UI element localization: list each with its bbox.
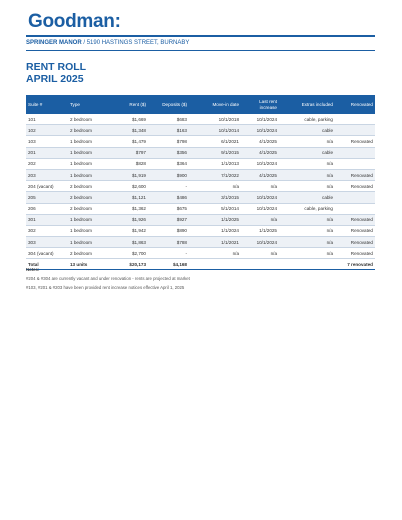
total-label: Total	[26, 259, 68, 270]
cell-deposits: $675	[148, 203, 189, 214]
cell-move-in: 6/1/2021	[189, 136, 241, 147]
cell-suite: 205	[26, 192, 68, 203]
table-row	[26, 248, 375, 259]
cell-type: 1 bedroom	[68, 214, 114, 225]
col-header-extras: Extras included	[279, 95, 335, 114]
cell-deposits: $798	[148, 136, 189, 147]
cell-extras: cable	[279, 125, 335, 136]
cell-extras: cable, parking	[279, 203, 335, 214]
cell-deposits: $356	[148, 147, 189, 158]
cell-renovated: Renovated	[335, 237, 375, 248]
table-body	[26, 114, 375, 259]
note-line: #103, #201 & #203 have been provided rent increase notices effective April 1, 2025	[26, 285, 185, 290]
table-row	[26, 237, 375, 248]
table-row	[26, 147, 375, 158]
cell-suite: 204 (vacant)	[26, 181, 68, 192]
cell-last-increase: 10/1/2024	[241, 192, 279, 203]
cell-last-increase: 1/1/2025	[241, 225, 279, 236]
cell-type: 1 bedroom	[68, 136, 114, 147]
address-rule	[26, 50, 375, 51]
cell-rent: $1,479	[114, 136, 148, 147]
table-row	[26, 214, 375, 225]
cell-rent: $1,863	[114, 237, 148, 248]
col-header-last-increase: Last rent increase	[241, 95, 279, 114]
table-row	[26, 225, 375, 236]
report-period: APRIL 2025	[26, 73, 84, 85]
cell-renovated	[335, 125, 375, 136]
cell-suite: 202	[26, 158, 68, 169]
total-rent: $20,173	[114, 259, 148, 270]
notes-section	[26, 265, 375, 292]
cell-deposits: $890	[148, 225, 189, 236]
cell-rent: $1,362	[114, 203, 148, 214]
cell-renovated	[335, 158, 375, 169]
table-row	[26, 114, 375, 125]
cell-type: 2 bedroom	[68, 203, 114, 214]
cell-move-in: 1/1/2021	[189, 237, 241, 248]
cell-last-increase: 4/1/2025	[241, 147, 279, 158]
cell-extras: cable, parking	[279, 114, 335, 125]
cell-renovated	[335, 203, 375, 214]
cell-type: 1 bedroom	[68, 225, 114, 236]
cell-renovated: Renovated	[335, 214, 375, 225]
cell-type: 1 bedroom	[68, 169, 114, 180]
address-separator: /	[81, 40, 87, 46]
table-row	[26, 192, 375, 203]
property-name: SPRINGER MANOR	[26, 40, 82, 46]
cell-deposits: -	[148, 181, 189, 192]
cell-suite: 302	[26, 225, 68, 236]
cell-suite: 303	[26, 237, 68, 248]
cell-renovated	[335, 192, 375, 203]
cell-extras: n/a	[279, 214, 335, 225]
cell-move-in: 1/1/2024	[189, 225, 241, 236]
property-address: 5190 HASTINGS STREET, BURNABY	[86, 40, 190, 46]
cell-renovated: Renovated	[335, 248, 375, 259]
cell-type: 1 bedroom	[68, 158, 114, 169]
cell-type: 1 bedroom	[68, 147, 114, 158]
table-row	[26, 125, 375, 136]
col-header-type: Type	[68, 95, 114, 114]
cell-extras: n/a	[279, 158, 335, 169]
cell-rent: $2,600	[114, 181, 148, 192]
cell-extras: n/a	[279, 181, 335, 192]
cell-extras: n/a	[279, 169, 335, 180]
cell-deposits: $163	[148, 125, 189, 136]
cell-deposits: -	[148, 248, 189, 259]
cell-suite: 203	[26, 169, 68, 180]
cell-last-increase: 10/1/2024	[241, 114, 279, 125]
table-row	[26, 181, 375, 192]
cell-renovated: Renovated	[335, 181, 375, 192]
cell-last-increase: 10/1/2024	[241, 158, 279, 169]
cell-move-in: 10/1/2018	[189, 114, 241, 125]
cell-last-increase: n/a	[241, 181, 279, 192]
cell-extras: n/a	[279, 136, 335, 147]
cell-rent: $1,669	[114, 114, 148, 125]
cell-renovated	[335, 147, 375, 158]
cell-suite: 101	[26, 114, 68, 125]
cell-move-in: n/a	[189, 248, 241, 259]
cell-move-in: 1/1/2025	[189, 214, 241, 225]
note-line: #204 & #304 are currently vacant and under renovation - rents are projected at market	[26, 276, 190, 281]
cell-renovated	[335, 114, 375, 125]
total-renovated: 7 renovated	[335, 259, 375, 270]
cell-rent: $1,942	[114, 225, 148, 236]
cell-move-in: 10/1/2014	[189, 125, 241, 136]
cell-type: 2 bedroom	[68, 248, 114, 259]
cell-rent: $797	[114, 147, 148, 158]
cell-move-in: n/a	[189, 181, 241, 192]
cell-type: 1 bedroom	[68, 237, 114, 248]
cell-rent: $828	[114, 158, 148, 169]
cell-suite: 206	[26, 203, 68, 214]
cell-suite: 102	[26, 125, 68, 136]
property-address-line	[26, 40, 189, 46]
cell-type: 2 bedroom	[68, 125, 114, 136]
cell-type: 2 bedroom	[68, 114, 114, 125]
cell-rent: $2,700	[114, 248, 148, 259]
cell-rent: $1,919	[114, 169, 148, 180]
cell-extras: cable	[279, 147, 335, 158]
cell-last-increase: 10/1/2024	[241, 237, 279, 248]
cell-last-increase: 4/1/2025	[241, 136, 279, 147]
total-units: 13 units	[68, 259, 114, 270]
cell-suite: 301	[26, 214, 68, 225]
cell-move-in: 3/1/2015	[189, 192, 241, 203]
table-row	[26, 203, 375, 214]
total-deposits: $4,168	[148, 259, 189, 270]
cell-last-increase: 10/1/2024	[241, 125, 279, 136]
cell-renovated: Renovated	[335, 169, 375, 180]
cell-deposits: $486	[148, 192, 189, 203]
report-title: RENT ROLL	[26, 61, 87, 73]
col-header-move-in: Move-in date	[189, 95, 241, 114]
cell-move-in: 9/1/2015	[189, 147, 241, 158]
company-logo: Goodman:	[28, 11, 121, 32]
cell-suite: 201	[26, 147, 68, 158]
cell-deposits: $900	[148, 169, 189, 180]
cell-type: 2 bedroom	[68, 181, 114, 192]
table-header-row	[26, 95, 375, 114]
cell-last-increase: 10/1/2024	[241, 203, 279, 214]
cell-deposits: $683	[148, 114, 189, 125]
cell-extras: n/a	[279, 248, 335, 259]
header-rule	[26, 35, 375, 37]
cell-rent: $1,926	[114, 214, 148, 225]
cell-extras: n/a	[279, 225, 335, 236]
col-header-suite: Suite #	[26, 95, 68, 114]
col-header-deposits: Deposits ($)	[148, 95, 189, 114]
col-header-renovated: Renovated	[335, 95, 375, 114]
cell-deposits: $364	[148, 158, 189, 169]
notes-heading: Notes:	[26, 267, 40, 272]
table-row	[26, 136, 375, 147]
cell-type: 2 bedroom	[68, 192, 114, 203]
cell-renovated: Renovated	[335, 225, 375, 236]
cell-extras: n/a	[279, 237, 335, 248]
cell-last-increase: 4/1/2025	[241, 169, 279, 180]
cell-rent: $1,348	[114, 125, 148, 136]
cell-last-increase: n/a	[241, 248, 279, 259]
cell-suite: 304 (vacant)	[26, 248, 68, 259]
report-title-block	[26, 61, 86, 85]
cell-suite: 103	[26, 136, 68, 147]
cell-extras: cable	[279, 192, 335, 203]
cell-rent: $1,121	[114, 192, 148, 203]
col-header-rent: Rent ($)	[114, 95, 148, 114]
cell-deposits: $927	[148, 214, 189, 225]
cell-renovated: Renovated	[335, 136, 375, 147]
cell-move-in: 5/1/2014	[189, 203, 241, 214]
cell-last-increase: n/a	[241, 214, 279, 225]
cell-deposits: $788	[148, 237, 189, 248]
table-row	[26, 158, 375, 169]
table-row	[26, 169, 375, 180]
cell-move-in: 7/1/2022	[189, 169, 241, 180]
cell-move-in: 1/1/2013	[189, 158, 241, 169]
rent-roll-table	[26, 95, 375, 270]
